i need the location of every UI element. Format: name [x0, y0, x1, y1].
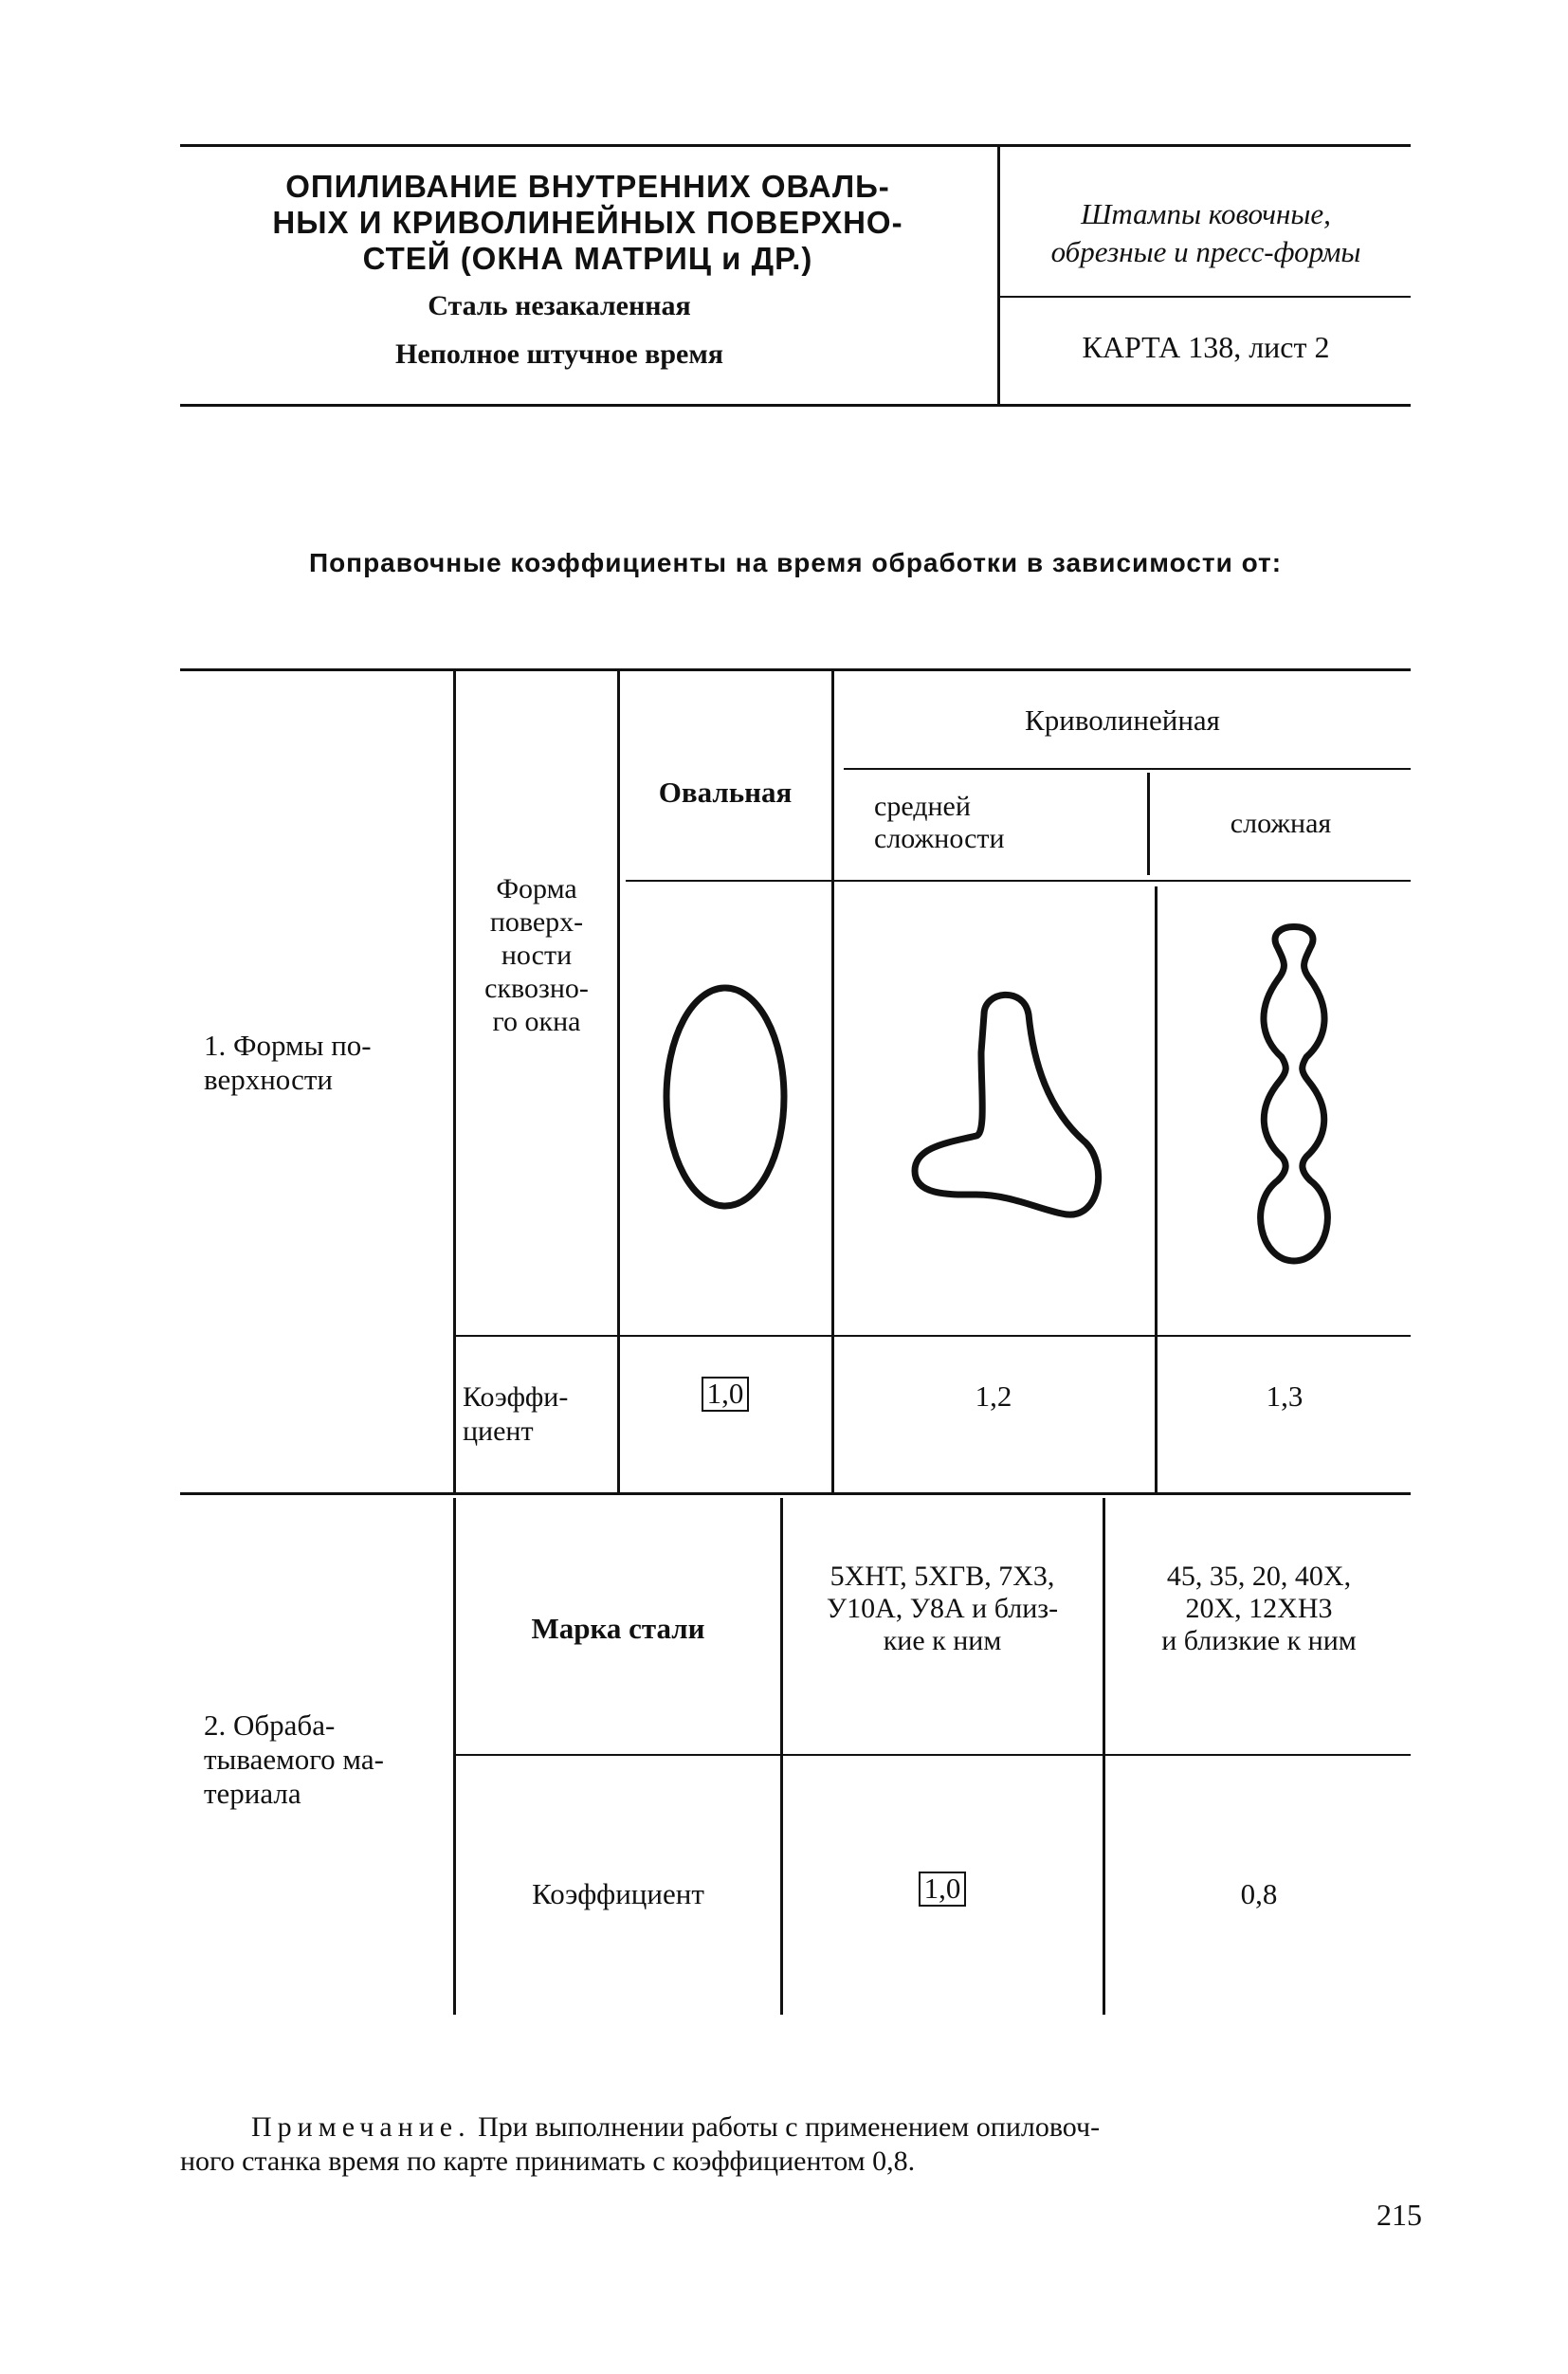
section-divider-rule [180, 1492, 1411, 1495]
coef-oval-value: 1,0 [702, 1377, 750, 1412]
table-top-rule [180, 668, 1411, 671]
coef-label-line-2: циент [463, 1415, 534, 1447]
coef-grade-a [785, 1872, 1100, 1907]
grades-b-line-3: и близкие к ним [1161, 1625, 1357, 1656]
header-divider [997, 147, 1000, 404]
coef-grade-a-value: 1,0 [919, 1872, 967, 1907]
medium-curved-shape [915, 995, 1099, 1214]
coef-medium: 1,2 [975, 1379, 1012, 1413]
s2-label-line-2: тываемого ма- [204, 1743, 384, 1776]
header-row-rule [626, 880, 1411, 882]
title-line-3: СТЕЙ (ОКНА МАТРИЦ и ДР.) [362, 241, 813, 276]
col-curved-header: Криволинейная [1025, 703, 1220, 737]
s2-vline-grade-b [1103, 1498, 1105, 2015]
oval-shape-figure [635, 981, 825, 1218]
medium-line-1: средней [874, 791, 971, 822]
note-line-2: ного станка время по карте принимать с коэффициентом 0,8. [180, 2146, 916, 2177]
curved-subheader-rule [844, 768, 1411, 770]
form-label-line-3: ности [501, 940, 573, 971]
category-line-2: обрезные и пресс-формы [1050, 235, 1361, 268]
time-type: Неполное штучное время [394, 338, 724, 370]
category-line-1: Штампы ковочные, [1081, 197, 1331, 230]
complex-shape-figure [1242, 915, 1346, 1275]
coef-label-s1 [463, 1380, 614, 1449]
form-label-line-1: Форма [496, 873, 577, 904]
form-label-line-5: го окна [492, 1006, 581, 1037]
header-title [190, 169, 986, 277]
grades-b-line-1: 45, 35, 20, 40Х, [1166, 1561, 1352, 1592]
header-top-rule [180, 144, 1411, 147]
section2-label [204, 1708, 441, 1811]
grades-a-line-1: 5ХНТ, 5ХГВ, 7Х3, [830, 1561, 1055, 1592]
section1-label [204, 1029, 441, 1097]
complex-curved-shape [1261, 927, 1328, 1262]
coef-label-line-1: Коэффи- [463, 1381, 569, 1413]
s1-label-line-1: 1. Формы по- [204, 1029, 372, 1062]
s2-label-line-3: териала [204, 1777, 301, 1810]
title-line-2: НЫХ И КРИВОЛИНЕЙНЫХ ПОВЕРХНО- [272, 205, 903, 240]
coef-label-s2: Коэффициент [532, 1877, 704, 1910]
form-label-line-4: сквозно- [484, 973, 589, 1004]
grades-a-line-3: кие к ним [883, 1625, 1002, 1656]
note-text-1: При выполнении работы с применением опиловоч- [470, 2111, 1101, 2143]
s2-row-rule [455, 1754, 1411, 1756]
col-oval-header: Овальная [658, 776, 793, 809]
col-complex-header: сложная [1230, 808, 1332, 839]
medium-shape-figure [896, 977, 1123, 1233]
grades-b-line-2: 20Х, 12ХН3 [1185, 1593, 1333, 1624]
page-number: 215 [1377, 2198, 1422, 2232]
form-label [457, 872, 616, 1038]
medium-line-2: сложности [874, 823, 1005, 854]
form-label-line-2: поверх- [489, 906, 584, 938]
subtitle: Поправочные коэффициенты на время обработки в зависимости от: [308, 548, 1283, 577]
note-line-1 [180, 2110, 1411, 2145]
s1-label-line-2: верхности [204, 1063, 333, 1096]
header-right-divider [999, 296, 1411, 298]
coef-complex: 1,3 [1266, 1379, 1304, 1413]
coef-grade-b: 0,8 [1240, 1877, 1278, 1910]
s2-vline-label [453, 1498, 456, 2015]
coef-row-rule [455, 1335, 1411, 1337]
oval-shape [666, 988, 784, 1206]
s1-vline-label [453, 671, 456, 1492]
note-label: Примечание. [251, 2111, 471, 2143]
s1-vline-oval [831, 671, 834, 1492]
s1-vline-medium-body [1155, 886, 1158, 1492]
header-bottom-rule [180, 404, 1411, 407]
s1-vline-medium-head [1147, 773, 1150, 875]
s1-vline-form [617, 671, 620, 1492]
steel-grade-label: Марка стали [531, 1612, 705, 1645]
coef-oval [621, 1377, 830, 1412]
col-medium-header [874, 791, 1140, 855]
header-category [1001, 195, 1411, 271]
steel-grades-b [1107, 1561, 1411, 1657]
steel-condition: Сталь незакаленная [428, 290, 691, 321]
note [180, 2110, 1411, 2179]
title-line-1: ОПИЛИВАНИЕ ВНУТРЕННИХ ОВАЛЬ- [285, 169, 890, 204]
steel-grades-a [785, 1561, 1100, 1657]
grades-a-line-2: У10А, У8А и близ- [826, 1593, 1059, 1624]
s2-vline-grade [780, 1498, 783, 2015]
card-number: КАРТА 138, лист 2 [1082, 330, 1330, 364]
s2-label-line-1: 2. Обраба- [204, 1708, 336, 1742]
